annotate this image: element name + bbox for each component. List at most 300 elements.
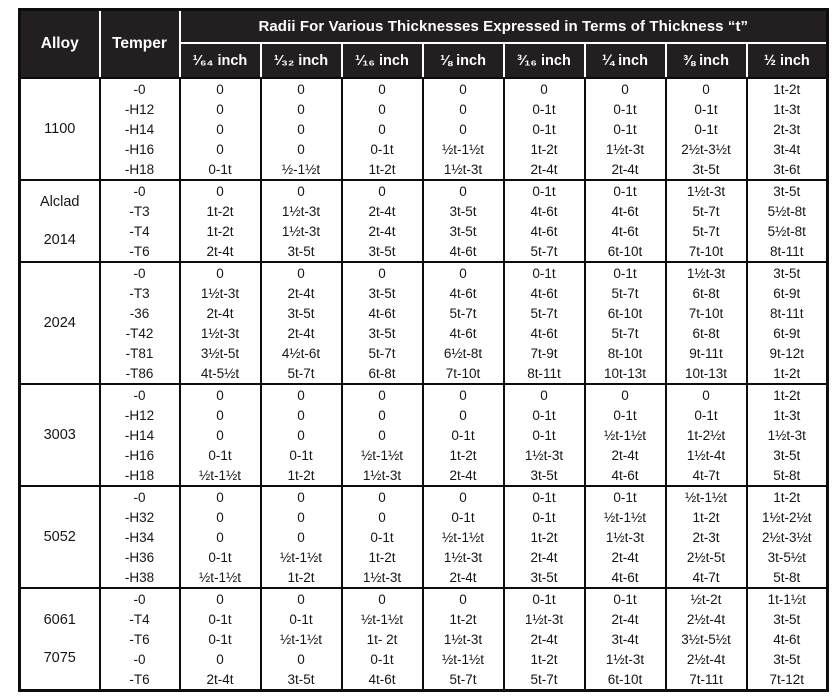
radius-cell: ½-1½t (261, 159, 342, 180)
radius-cell: 0 (342, 384, 423, 405)
table-row (20, 445, 828, 465)
radius-cell: 6t-8t (342, 363, 423, 384)
header-row-title (20, 10, 828, 44)
radius-cell: 9t-12t (747, 343, 828, 363)
radius-cell: 1t-2t (747, 486, 828, 507)
table-row (20, 221, 828, 241)
radius-cell: 7t-9t (504, 343, 585, 363)
radius-cell: 2t-4t (180, 303, 261, 323)
radius-cell: 4t-6t (423, 283, 504, 303)
radius-cell: 4t-6t (342, 669, 423, 691)
radius-cell: ½t-1½t (261, 547, 342, 567)
table-row (20, 180, 828, 201)
radius-cell: 0 (342, 78, 423, 99)
radius-cell: 0 (180, 384, 261, 405)
radius-cell: 0-1t (504, 507, 585, 527)
radius-cell: 0 (423, 384, 504, 405)
radius-cell: 0 (423, 262, 504, 283)
radius-cell: 2t-4t (261, 323, 342, 343)
alloy-column-header: Alloy (20, 10, 100, 79)
radius-cell: 0 (342, 180, 423, 201)
alloy-name: 5052 (43, 529, 76, 545)
radius-cell: 0 (423, 119, 504, 139)
radius-cell: 4t-6t (423, 323, 504, 343)
radius-cell: 0-1t (180, 609, 261, 629)
table-row (20, 465, 828, 486)
radius-cell: 0 (423, 180, 504, 201)
radius-cell: 1t-2t (504, 139, 585, 159)
radius-cell: 3t-4t (747, 139, 828, 159)
table-row (20, 303, 828, 323)
radius-cell: 0 (180, 180, 261, 201)
radius-cell: 5t-7t (423, 303, 504, 323)
radius-cell: ½t-1½t (666, 486, 747, 507)
radius-cell: 1½t-3t (180, 283, 261, 303)
radius-cell: 1½t-3t (747, 425, 828, 445)
table-row (20, 507, 828, 527)
radius-cell: 0 (585, 384, 666, 405)
radius-cell: 0 (342, 588, 423, 609)
table-row (20, 629, 828, 649)
radius-cell: 0 (423, 486, 504, 507)
radius-cell: 4t-6t (747, 629, 828, 649)
temper-cell: -H14 (100, 425, 180, 445)
temper-cell: -0 (100, 588, 180, 609)
radius-cell: 0 (342, 486, 423, 507)
alloy-cell (20, 486, 100, 588)
radius-cell: 1½t-3t (585, 527, 666, 547)
radius-cell: 5t-7t (585, 283, 666, 303)
alloy-name: 7075 (43, 650, 76, 666)
radius-cell: 1t- 2t (342, 629, 423, 649)
temper-cell: -T4 (100, 221, 180, 241)
radius-cell: 0 (261, 405, 342, 425)
radius-cell: 5t-8t (747, 567, 828, 588)
radius-cell: 1½t-3t (423, 159, 504, 180)
radius-cell: 8t-11t (747, 241, 828, 262)
temper-cell: -H12 (100, 405, 180, 425)
table-row (20, 649, 828, 669)
radius-cell: 0 (261, 99, 342, 119)
radius-cell: 0 (180, 119, 261, 139)
radius-cell: 1½t-3t (261, 201, 342, 221)
radius-cell: 1t-2t (180, 221, 261, 241)
radius-cell: 0 (423, 405, 504, 425)
table-row (20, 159, 828, 180)
radius-cell: 3t-5t (342, 323, 423, 343)
radius-cell: 3t-5t (423, 201, 504, 221)
radius-cell: 1½t-2½t (747, 507, 828, 527)
radius-cell: 0-1t (504, 119, 585, 139)
radius-cell: 0 (423, 78, 504, 99)
radius-cell: 0-1t (504, 588, 585, 609)
radius-cell: 1½t-3t (261, 221, 342, 241)
table-row (20, 78, 828, 99)
radius-cell: 4½t-6t (261, 343, 342, 363)
radius-cell: 1t-3t (747, 405, 828, 425)
alloy-cell (20, 180, 100, 262)
radius-cell: 3t-5t (504, 567, 585, 588)
table-row (20, 547, 828, 567)
radius-cell: 5t-7t (585, 323, 666, 343)
temper-cell: -T81 (100, 343, 180, 363)
alloy-name: 3003 (43, 427, 76, 443)
radius-cell: 2½t-3½t (747, 527, 828, 547)
radius-cell: 1½t-3t (585, 139, 666, 159)
radius-cell: 6t-9t (747, 323, 828, 343)
radius-cell: 2t-4t (504, 547, 585, 567)
radius-cell: 0 (342, 507, 423, 527)
alloy-name: Alclad (40, 194, 80, 210)
table-row (20, 119, 828, 139)
radius-cell: 0 (180, 139, 261, 159)
radius-cell: 0 (342, 99, 423, 119)
radius-cell: 3½t-5½t (666, 629, 747, 649)
radius-cell: 0-1t (423, 507, 504, 527)
radius-cell: 1½t-3t (423, 629, 504, 649)
radius-cell: 1½t-4t (666, 445, 747, 465)
thickness-column-header: ¹⁄₆₄ inch (180, 43, 261, 78)
radius-cell: 0-1t (585, 99, 666, 119)
radius-cell: 4t-5½t (180, 363, 261, 384)
radius-cell: 0 (261, 384, 342, 405)
temper-cell: -H32 (100, 507, 180, 527)
radius-cell: 2t-4t (423, 465, 504, 486)
radii-title: Radii For Various Thicknesses Expressed in Terms of Thickness “t” (180, 10, 828, 44)
radius-cell: 7t-11t (666, 669, 747, 691)
radius-cell: 2t-4t (342, 221, 423, 241)
temper-cell: -H16 (100, 445, 180, 465)
temper-cell: -0 (100, 262, 180, 283)
table-row (20, 99, 828, 119)
radius-cell: ½t-1½t (423, 527, 504, 547)
radius-cell: 0-1t (342, 649, 423, 669)
radius-cell: 0-1t (504, 405, 585, 425)
radius-cell: 0 (585, 78, 666, 99)
radius-cell: 0-1t (504, 99, 585, 119)
alloy-cell (20, 588, 100, 691)
radius-cell: 1t-2t (342, 547, 423, 567)
radius-cell: 2t-4t (180, 241, 261, 262)
radius-cell: 3t-5t (423, 221, 504, 241)
radius-cell: 8t-11t (747, 303, 828, 323)
alloy-cell (20, 262, 100, 384)
radius-cell: 1½t-3t (423, 547, 504, 567)
radius-cell: 0 (180, 649, 261, 669)
radius-cell: 4t-6t (585, 465, 666, 486)
radius-cell: 5t-7t (423, 669, 504, 691)
radius-cell: 5t-8t (747, 465, 828, 486)
radius-cell: 0 (180, 99, 261, 119)
table-row (20, 262, 828, 283)
radius-cell: 2t-4t (585, 609, 666, 629)
radius-cell: 5t-7t (504, 669, 585, 691)
temper-cell: -H38 (100, 567, 180, 588)
radius-cell: 2t-4t (342, 201, 423, 221)
temper-cell: -0 (100, 78, 180, 99)
radius-cell: 6t-10t (585, 241, 666, 262)
radius-cell: 6½t-8t (423, 343, 504, 363)
radius-cell: 0 (504, 384, 585, 405)
table-row (20, 384, 828, 405)
radius-cell: 1t-2t (342, 159, 423, 180)
radius-cell: 1t-2½t (666, 425, 747, 445)
radius-cell: 5t-7t (504, 241, 585, 262)
temper-cell: -T6 (100, 241, 180, 262)
radius-cell: 8t-11t (504, 363, 585, 384)
radius-cell: 2½t-3½t (666, 139, 747, 159)
table-row (20, 669, 828, 691)
thickness-column-header: ½ inch (747, 43, 828, 78)
radius-cell: 3t-5t (261, 669, 342, 691)
temper-cell: -T3 (100, 283, 180, 303)
radius-cell: 0 (180, 507, 261, 527)
table-row (20, 323, 828, 343)
alloy-name: 6061 (43, 612, 76, 628)
radius-cell: 9t-11t (666, 343, 747, 363)
radius-cell: 1½t-3t (585, 649, 666, 669)
radius-cell: 5t-7t (261, 363, 342, 384)
temper-cell: -H34 (100, 527, 180, 547)
radius-cell: ½t-1½t (342, 445, 423, 465)
radius-cell: 0 (504, 78, 585, 99)
radius-cell: 0-1t (585, 180, 666, 201)
table-row (20, 588, 828, 609)
radius-cell: 0 (261, 649, 342, 669)
thickness-column-header: ³⁄₁₆ inch (504, 43, 585, 78)
radius-cell: 0 (342, 425, 423, 445)
radius-cell: 8t-10t (585, 343, 666, 363)
radius-cell: 5½t-8t (747, 221, 828, 241)
radius-cell: 6t-10t (585, 303, 666, 323)
radius-cell: 1t-2t (261, 465, 342, 486)
thickness-column-header: ⅛ inch (423, 43, 504, 78)
radius-cell: 0-1t (666, 99, 747, 119)
temper-cell: -T6 (100, 669, 180, 691)
radius-cell: 1t-2t (747, 78, 828, 99)
radius-cell: 1½t-3t (342, 465, 423, 486)
radius-cell: 0 (180, 588, 261, 609)
table-row (20, 283, 828, 303)
radius-cell: 0 (180, 425, 261, 445)
bend-radii-table (18, 8, 829, 692)
thickness-column-header: ¹⁄₃₂ inch (261, 43, 342, 78)
radius-cell: 7t-10t (666, 241, 747, 262)
radius-cell: 1½t-3t (180, 323, 261, 343)
radius-cell: 6t-9t (747, 283, 828, 303)
radius-cell: 0 (666, 384, 747, 405)
radius-cell: 2t-4t (261, 283, 342, 303)
radius-cell: 5½t-8t (747, 201, 828, 221)
radius-cell: 1t-1½t (747, 588, 828, 609)
table-row (20, 567, 828, 588)
radius-cell: 5t-7t (342, 343, 423, 363)
radius-cell: 0-1t (666, 405, 747, 425)
radius-cell: 0-1t (261, 445, 342, 465)
radius-cell: 1t-3t (747, 99, 828, 119)
radius-cell: 0-1t (504, 262, 585, 283)
radius-cell: 6t-8t (666, 283, 747, 303)
radius-cell: 2t-3t (666, 527, 747, 547)
table-row (20, 609, 828, 629)
radius-cell: 0 (423, 99, 504, 119)
radius-cell: 0-1t (180, 159, 261, 180)
radius-cell: 3t-4t (585, 629, 666, 649)
radius-cell: 4t-6t (342, 303, 423, 323)
radius-cell: 3t-5t (666, 159, 747, 180)
radius-cell: 1½t-3t (504, 445, 585, 465)
radius-cell: 1t-2t (747, 363, 828, 384)
radius-cell: 7t-10t (666, 303, 747, 323)
radius-cell: 1t-2t (423, 445, 504, 465)
radius-cell: 0 (261, 507, 342, 527)
radius-cell: ½t-2t (666, 588, 747, 609)
temper-cell: -T4 (100, 609, 180, 629)
table-row (20, 139, 828, 159)
radius-cell: ½t-1½t (342, 609, 423, 629)
radius-cell: 3t-5t (747, 180, 828, 201)
radius-cell: 3t-5t (261, 303, 342, 323)
radius-cell: 3t-5t (747, 445, 828, 465)
radius-cell: 3t-5t (342, 241, 423, 262)
table-row (20, 486, 828, 507)
radius-cell: 0 (261, 527, 342, 547)
radius-cell: 3t-5t (261, 241, 342, 262)
temper-cell: -0 (100, 180, 180, 201)
temper-cell: -H16 (100, 139, 180, 159)
radius-cell: 0 (180, 78, 261, 99)
radius-cell: 0-1t (342, 527, 423, 547)
radius-cell: 1t-2t (504, 527, 585, 547)
radius-cell: 3t-6t (747, 159, 828, 180)
radius-cell: 0 (261, 180, 342, 201)
table-row (20, 405, 828, 425)
radius-cell: ½t-1½t (261, 629, 342, 649)
radius-cell: 2t-4t (585, 445, 666, 465)
radius-cell: 0-1t (423, 425, 504, 445)
radius-cell: 4t-6t (504, 221, 585, 241)
radius-cell: 4t-7t (666, 567, 747, 588)
radius-cell: 7t-12t (747, 669, 828, 691)
radius-cell: 1½t-3t (342, 567, 423, 588)
alloy-name: 1100 (44, 121, 76, 137)
radius-cell: 0 (261, 262, 342, 283)
radius-cell: 0 (261, 119, 342, 139)
radius-cell: ½t-1½t (585, 507, 666, 527)
table-row (20, 527, 828, 547)
radius-cell: 0 (342, 119, 423, 139)
radius-cell: 1½t-3t (666, 262, 747, 283)
radius-cell: 0-1t (180, 629, 261, 649)
table-row (20, 201, 828, 221)
alloy-name: 2024 (43, 315, 76, 331)
radius-cell: 0 (423, 588, 504, 609)
radius-cell: 0-1t (666, 119, 747, 139)
thickness-column-header: ¹⁄₁₆ inch (342, 43, 423, 78)
radius-cell: 0-1t (180, 445, 261, 465)
radius-cell: 2t-4t (504, 629, 585, 649)
radius-cell: 5t-7t (666, 201, 747, 221)
radius-cell: 2t-3t (747, 119, 828, 139)
radius-cell: 2t-4t (585, 159, 666, 180)
radius-cell: 0-1t (342, 139, 423, 159)
radius-cell: 0 (180, 405, 261, 425)
radius-cell: 3½t-5t (180, 343, 261, 363)
radius-cell: 2t-4t (180, 669, 261, 691)
temper-cell: -0 (100, 384, 180, 405)
radius-cell: 0-1t (504, 486, 585, 507)
radius-cell: 2t-4t (504, 159, 585, 180)
radius-cell: 2½t-5t (666, 547, 747, 567)
table-header (20, 10, 828, 79)
radius-cell: 0 (666, 78, 747, 99)
radius-cell: 1t-2t (747, 384, 828, 405)
radius-cell: ½t-1½t (180, 465, 261, 486)
radius-cell: 0-1t (261, 609, 342, 629)
radius-cell: 3t-5t (504, 465, 585, 486)
table-row (20, 425, 828, 445)
alloy-cell (20, 78, 100, 180)
radius-cell: 0-1t (585, 588, 666, 609)
table-body (20, 78, 828, 691)
table-row (20, 241, 828, 262)
alloy-cell (20, 384, 100, 486)
table-row (20, 343, 828, 363)
radius-cell: 0-1t (585, 486, 666, 507)
temper-cell: -H12 (100, 99, 180, 119)
temper-cell: -T42 (100, 323, 180, 343)
radius-cell: 1t-2t (180, 201, 261, 221)
radius-cell: ½t-1½t (585, 425, 666, 445)
radius-cell: 4t-7t (666, 465, 747, 486)
radius-cell: 7t-10t (423, 363, 504, 384)
radius-cell: 0 (180, 262, 261, 283)
temper-cell: -H18 (100, 159, 180, 180)
radius-cell: 3t-5t (747, 262, 828, 283)
radius-cell: 0 (342, 405, 423, 425)
temper-cell: -T86 (100, 363, 180, 384)
radius-cell: 10t-13t (666, 363, 747, 384)
temper-cell: -36 (100, 303, 180, 323)
radius-cell: 2½t-4t (666, 609, 747, 629)
radius-cell: 4t-6t (504, 283, 585, 303)
radius-cell: 3t-5½t (747, 547, 828, 567)
radius-cell: 1t-2t (261, 567, 342, 588)
temper-cell: -T6 (100, 629, 180, 649)
radius-cell: 10t-13t (585, 363, 666, 384)
radius-cell: 0-1t (504, 425, 585, 445)
radius-cell: 4t-6t (585, 201, 666, 221)
radius-cell: 3t-5t (747, 609, 828, 629)
temper-cell: -H18 (100, 465, 180, 486)
radius-cell: 4t-6t (585, 567, 666, 588)
radius-cell: 1½t-3t (666, 180, 747, 201)
radius-cell: 0 (180, 527, 261, 547)
temper-cell: -H36 (100, 547, 180, 567)
radius-cell: 0 (261, 78, 342, 99)
temper-cell: -0 (100, 649, 180, 669)
radius-cell: 1½t-3t (504, 609, 585, 629)
radius-cell: 4t-6t (423, 241, 504, 262)
radius-cell: 3t-5t (342, 283, 423, 303)
radius-cell: 0-1t (585, 405, 666, 425)
radius-cell: 5t-7t (504, 303, 585, 323)
thickness-column-header: ¼ inch (585, 43, 666, 78)
radius-cell: 0 (261, 139, 342, 159)
radius-cell: 0-1t (504, 180, 585, 201)
radius-cell: 5t-7t (666, 221, 747, 241)
radius-cell: 4t-6t (504, 323, 585, 343)
